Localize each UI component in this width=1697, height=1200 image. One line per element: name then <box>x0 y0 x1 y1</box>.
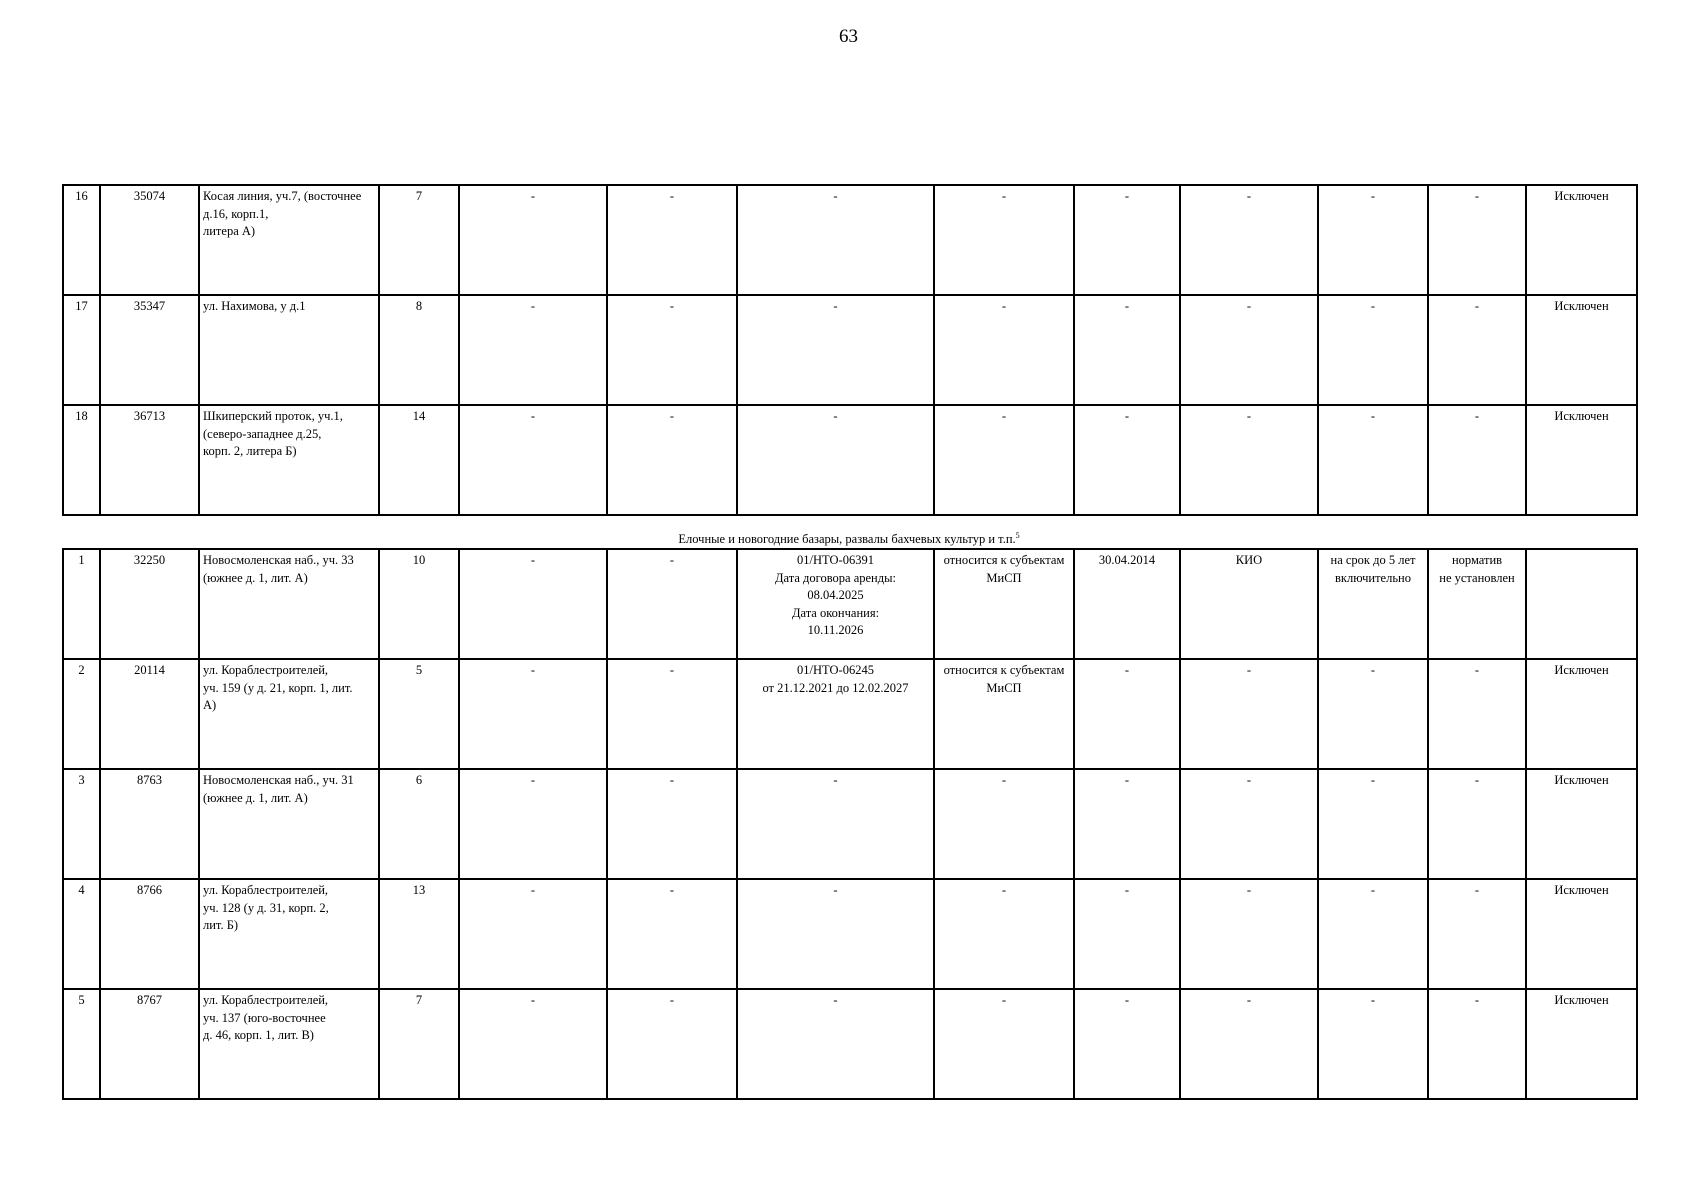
cell-text-line: 10.11.2026 <box>807 623 864 637</box>
cell-object-id <box>100 185 199 295</box>
cell-authority <box>1180 185 1318 295</box>
cell-text-line: 7 <box>415 993 423 1007</box>
cell-text-line: - <box>669 553 675 567</box>
cell-norm <box>1428 549 1526 659</box>
cell-text-line: Исключен <box>1554 773 1609 787</box>
cell-number <box>63 659 100 769</box>
cell-text-line: ул. Нахимова, у д.1 <box>203 299 306 313</box>
cell-contract <box>737 295 934 405</box>
cell-text-line: - <box>669 663 675 677</box>
cell-text-line: Новосмоленская наб., уч. 33 <box>203 553 354 567</box>
cell-msp-status <box>934 659 1074 769</box>
cell-authority <box>1180 879 1318 989</box>
objects-table-bazaars-body <box>63 549 1637 1099</box>
cell-text-line: - <box>1370 299 1376 313</box>
cell-authority <box>1180 659 1318 769</box>
cell-text-line: 16 <box>75 189 88 203</box>
cell-text-line: - <box>1124 663 1130 677</box>
cell-contract <box>737 405 934 515</box>
cell-object-id <box>100 549 199 659</box>
cell-address <box>199 549 379 659</box>
cell-text-line: (южнее д. 1, лит. А) <box>203 570 308 585</box>
cell-area <box>379 185 459 295</box>
cell-text-line: норматив <box>1451 553 1503 567</box>
cell-text-line: 1 <box>78 553 85 567</box>
cell-text-line: - <box>1246 773 1252 787</box>
objects-table-top <box>62 184 1638 516</box>
cell-text-line: - <box>1246 663 1252 677</box>
cell-text-line: - <box>530 663 536 677</box>
cell-address <box>199 769 379 879</box>
cell-col-5 <box>459 989 607 1099</box>
cell-text-line: - <box>1474 299 1480 313</box>
cell-text-line: - <box>669 993 675 1007</box>
table-row <box>63 185 1637 295</box>
table-row <box>63 549 1637 659</box>
cell-text-line: 01/НТО-06245 <box>797 663 874 677</box>
cell-text-line: ул. Кораблестроителей, <box>203 883 329 897</box>
cell-text-line: КИО <box>1235 553 1263 567</box>
cell-text-line: - <box>1001 409 1007 423</box>
cell-norm <box>1428 989 1526 1099</box>
cell-text-line: - <box>669 883 675 897</box>
cell-object-id <box>100 769 199 879</box>
cell-object-id <box>100 989 199 1099</box>
cell-status <box>1526 989 1637 1099</box>
cell-authority <box>1180 549 1318 659</box>
cell-address <box>199 295 379 405</box>
cell-authority <box>1180 989 1318 1099</box>
cell-col-5 <box>459 295 607 405</box>
cell-text-line: - <box>669 409 675 423</box>
cell-text-line: - <box>1124 299 1130 313</box>
cell-text-line: 32250 <box>133 553 166 567</box>
cell-text-line: - <box>1001 993 1007 1007</box>
cell-status <box>1526 879 1637 989</box>
cell-norm <box>1428 405 1526 515</box>
cell-status <box>1526 405 1637 515</box>
cell-text-line: - <box>1474 663 1480 677</box>
cell-authority <box>1180 769 1318 879</box>
cell-msp-status <box>934 879 1074 989</box>
cell-text-line: Исключен <box>1554 883 1609 897</box>
cell-text-line: литера А) <box>203 224 256 238</box>
cell-authority <box>1180 405 1318 515</box>
cell-col-6 <box>607 185 737 295</box>
cell-area <box>379 295 459 405</box>
cell-status <box>1526 769 1637 879</box>
cell-text-line: 36713 <box>133 409 166 423</box>
cell-contract <box>737 185 934 295</box>
cell-col-6 <box>607 769 737 879</box>
cell-text-line: - <box>530 553 536 567</box>
cell-text-line: - <box>1246 883 1252 897</box>
cell-area <box>379 989 459 1099</box>
cell-text-line: - <box>530 299 536 313</box>
cell-number <box>63 405 100 515</box>
cell-text-line: - <box>1246 299 1252 313</box>
cell-area <box>379 879 459 989</box>
cell-text-line: (северо-западнее д.25, <box>203 426 322 441</box>
cell-col-6 <box>607 989 737 1099</box>
cell-term <box>1318 185 1428 295</box>
cell-text-line: - <box>1474 409 1480 423</box>
cell-text-line: уч. 128 (у д. 31, корп. 2, <box>203 900 329 915</box>
cell-col-5 <box>459 549 607 659</box>
cell-text-line: корп. 2, литера Б) <box>203 444 297 458</box>
cell-text-line: - <box>530 883 536 897</box>
table-row <box>63 295 1637 405</box>
cell-text-line: МиСП <box>986 680 1022 695</box>
cell-number <box>63 769 100 879</box>
cell-text-line: 17 <box>75 299 88 313</box>
cell-text-line: на срок до 5 лет <box>1330 553 1416 567</box>
cell-text-line: - <box>833 189 838 203</box>
cell-norm <box>1428 879 1526 989</box>
cell-text-line: 14 <box>412 409 426 423</box>
cell-text-line: 30.04.2014 <box>1098 553 1156 567</box>
cell-text-line: 2 <box>78 663 85 677</box>
cell-text-line: включительно <box>1335 570 1411 585</box>
cell-text-line: 8767 <box>137 993 162 1007</box>
cell-text-line: - <box>1124 883 1130 897</box>
cell-text-line: Исключен <box>1554 189 1609 203</box>
cell-object-id <box>100 295 199 405</box>
cell-text-line: 8766 <box>137 883 162 897</box>
cell-date <box>1074 989 1180 1099</box>
cell-text-line: - <box>1246 189 1252 203</box>
cell-text-line: от 21.12.2021 до 12.02.2027 <box>762 680 909 695</box>
cell-text-line: - <box>1474 773 1480 787</box>
cell-term <box>1318 879 1428 989</box>
cell-text-line: - <box>833 883 838 897</box>
cell-msp-status <box>934 185 1074 295</box>
cell-text-line: - <box>530 409 536 423</box>
cell-col-5 <box>459 185 607 295</box>
cell-text-line: А) <box>203 698 217 712</box>
cell-text-line: - <box>1370 883 1376 897</box>
cell-norm <box>1428 185 1526 295</box>
cell-date <box>1074 295 1180 405</box>
cell-text-line: 5 <box>78 993 85 1007</box>
cell-text-line: Косая линия, уч.7, (восточнее <box>203 189 362 203</box>
cell-object-id <box>100 405 199 515</box>
cell-text-line: - <box>669 189 675 203</box>
cell-number <box>63 185 100 295</box>
cell-text-line: 08.04.2025 <box>807 588 864 602</box>
cell-text-line: - <box>669 773 675 787</box>
table-row <box>63 769 1637 879</box>
section-caption <box>62 528 1636 547</box>
cell-text-line: - <box>1474 189 1480 203</box>
cell-text-line: - <box>669 299 675 313</box>
cell-text-line: МиСП <box>986 570 1022 585</box>
cell-text-line: - <box>1001 883 1007 897</box>
cell-number <box>63 295 100 405</box>
cell-text-line: д.16, корп.1, <box>203 206 269 221</box>
cell-col-5 <box>459 879 607 989</box>
cell-text-line: - <box>1124 189 1130 203</box>
cell-text-line: - <box>1246 409 1252 423</box>
cell-date <box>1074 405 1180 515</box>
cell-term <box>1318 989 1428 1099</box>
cell-col-5 <box>459 405 607 515</box>
cell-text-line: 8763 <box>137 773 162 787</box>
cell-text-line: - <box>1370 409 1376 423</box>
cell-norm <box>1428 659 1526 769</box>
cell-col-5 <box>459 659 607 769</box>
objects-table-bazaars <box>62 548 1638 1100</box>
cell-text-line: - <box>1124 993 1130 1007</box>
cell-text-line: - <box>1474 883 1480 897</box>
cell-object-id <box>100 659 199 769</box>
cell-text-line: Исключен <box>1554 299 1609 313</box>
cell-text-line: 5 <box>415 663 423 677</box>
table-row <box>63 405 1637 515</box>
cell-text-line: - <box>1370 189 1376 203</box>
cell-text-line: - <box>1124 773 1130 787</box>
cell-text-line: 10 <box>412 553 426 567</box>
cell-text-line: - <box>833 409 838 423</box>
table-row <box>63 989 1637 1099</box>
cell-text-line: Дата договора аренды: <box>775 570 896 585</box>
cell-text-line: 35347 <box>133 299 166 313</box>
cell-msp-status <box>934 405 1074 515</box>
cell-date <box>1074 769 1180 879</box>
cell-area <box>379 769 459 879</box>
cell-text-line: - <box>1001 189 1007 203</box>
cell-contract <box>737 989 934 1099</box>
cell-status <box>1526 549 1637 659</box>
cell-area <box>379 659 459 769</box>
cell-norm <box>1428 769 1526 879</box>
cell-text-line: - <box>1370 993 1376 1007</box>
cell-text-line: ул. Кораблестроителей, <box>203 993 329 1007</box>
cell-text-line: 6 <box>415 773 423 787</box>
cell-text-line: - <box>1370 663 1376 677</box>
cell-col-6 <box>607 879 737 989</box>
cell-contract <box>737 659 934 769</box>
cell-term <box>1318 659 1428 769</box>
table-row <box>63 659 1637 769</box>
cell-msp-status <box>934 769 1074 879</box>
cell-address <box>199 185 379 295</box>
cell-date <box>1074 549 1180 659</box>
cell-address <box>199 989 379 1099</box>
cell-col-5 <box>459 769 607 879</box>
cell-text-line: - <box>1474 993 1480 1007</box>
table-row <box>63 879 1637 989</box>
cell-address <box>199 659 379 769</box>
cell-text-line: 01/НТО-06391 <box>797 553 874 567</box>
cell-text-line: 7 <box>415 189 423 203</box>
cell-date <box>1074 185 1180 295</box>
cell-number <box>63 879 100 989</box>
page-number: 63 <box>839 26 858 47</box>
cell-text-line: Исключен <box>1554 409 1609 423</box>
cell-text-line: 4 <box>78 883 85 897</box>
cell-contract <box>737 879 934 989</box>
cell-col-6 <box>607 549 737 659</box>
cell-text-line: Дата окончания: <box>791 605 880 620</box>
cell-text-line: - <box>1124 409 1130 423</box>
cell-date <box>1074 879 1180 989</box>
cell-text-line: относится к субъектам <box>943 663 1065 677</box>
cell-text-line: - <box>1370 773 1376 787</box>
cell-area <box>379 405 459 515</box>
cell-term <box>1318 295 1428 405</box>
cell-text-line: - <box>833 299 838 313</box>
cell-address <box>199 405 379 515</box>
cell-status <box>1526 185 1637 295</box>
cell-contract <box>737 549 934 659</box>
cell-area <box>379 549 459 659</box>
cell-text-line: относится к субъектам <box>943 553 1065 567</box>
cell-text-line: 3 <box>78 773 85 787</box>
cell-text-line: не установлен <box>1439 570 1515 585</box>
cell-text-line: - <box>1246 993 1252 1007</box>
cell-text-line: - <box>833 993 838 1007</box>
cell-text-line: - <box>833 773 838 787</box>
cell-text-line: уч. 137 (юго-восточнее <box>203 1010 326 1025</box>
cell-text-line: 20114 <box>134 663 165 677</box>
cell-term <box>1318 769 1428 879</box>
cell-text-line: ул. Кораблестроителей, <box>203 663 329 677</box>
cell-msp-status <box>934 989 1074 1099</box>
cell-msp-status <box>934 295 1074 405</box>
cell-text-line: - <box>530 773 536 787</box>
cell-text-line: 8 <box>415 299 423 313</box>
cell-norm <box>1428 295 1526 405</box>
objects-table-top-body <box>63 185 1637 515</box>
cell-text-line: Исключен <box>1554 993 1609 1007</box>
cell-text-line: лит. Б) <box>203 918 239 932</box>
cell-text-line: - <box>530 993 536 1007</box>
cell-text-line: д. 46, корп. 1, лит. В) <box>203 1028 314 1042</box>
cell-text-line: уч. 159 (у д. 21, корп. 1, лит. <box>203 680 353 695</box>
cell-text-line: Новосмоленская наб., уч. 31 <box>203 773 354 787</box>
cell-address <box>199 879 379 989</box>
cell-authority <box>1180 295 1318 405</box>
cell-text-line: - <box>1001 299 1007 313</box>
cell-text-line: 35074 <box>133 189 166 203</box>
footnote-mark: 5 <box>1015 531 1020 540</box>
cell-status <box>1526 295 1637 405</box>
cell-col-6 <box>607 405 737 515</box>
cell-contract <box>737 769 934 879</box>
cell-term <box>1318 405 1428 515</box>
cell-text-line: Шкиперский проток, уч.1, <box>203 409 343 423</box>
cell-col-6 <box>607 295 737 405</box>
cell-text-line: 13 <box>412 883 426 897</box>
cell-col-6 <box>607 659 737 769</box>
cell-status <box>1526 659 1637 769</box>
cell-text-line: Исключен <box>1554 663 1609 677</box>
section-caption-text: Елочные и новогодние базары, развалы бахчевых культур и т.п. <box>678 532 1016 547</box>
cell-term <box>1318 549 1428 659</box>
cell-msp-status <box>934 549 1074 659</box>
cell-date <box>1074 659 1180 769</box>
cell-number <box>63 989 100 1099</box>
cell-text-line: (южнее д. 1, лит. А) <box>203 790 308 805</box>
cell-text-line: - <box>1001 773 1007 787</box>
cell-object-id <box>100 879 199 989</box>
cell-number <box>63 549 100 659</box>
cell-text-line: - <box>530 189 536 203</box>
cell-text-line: 18 <box>75 409 88 423</box>
